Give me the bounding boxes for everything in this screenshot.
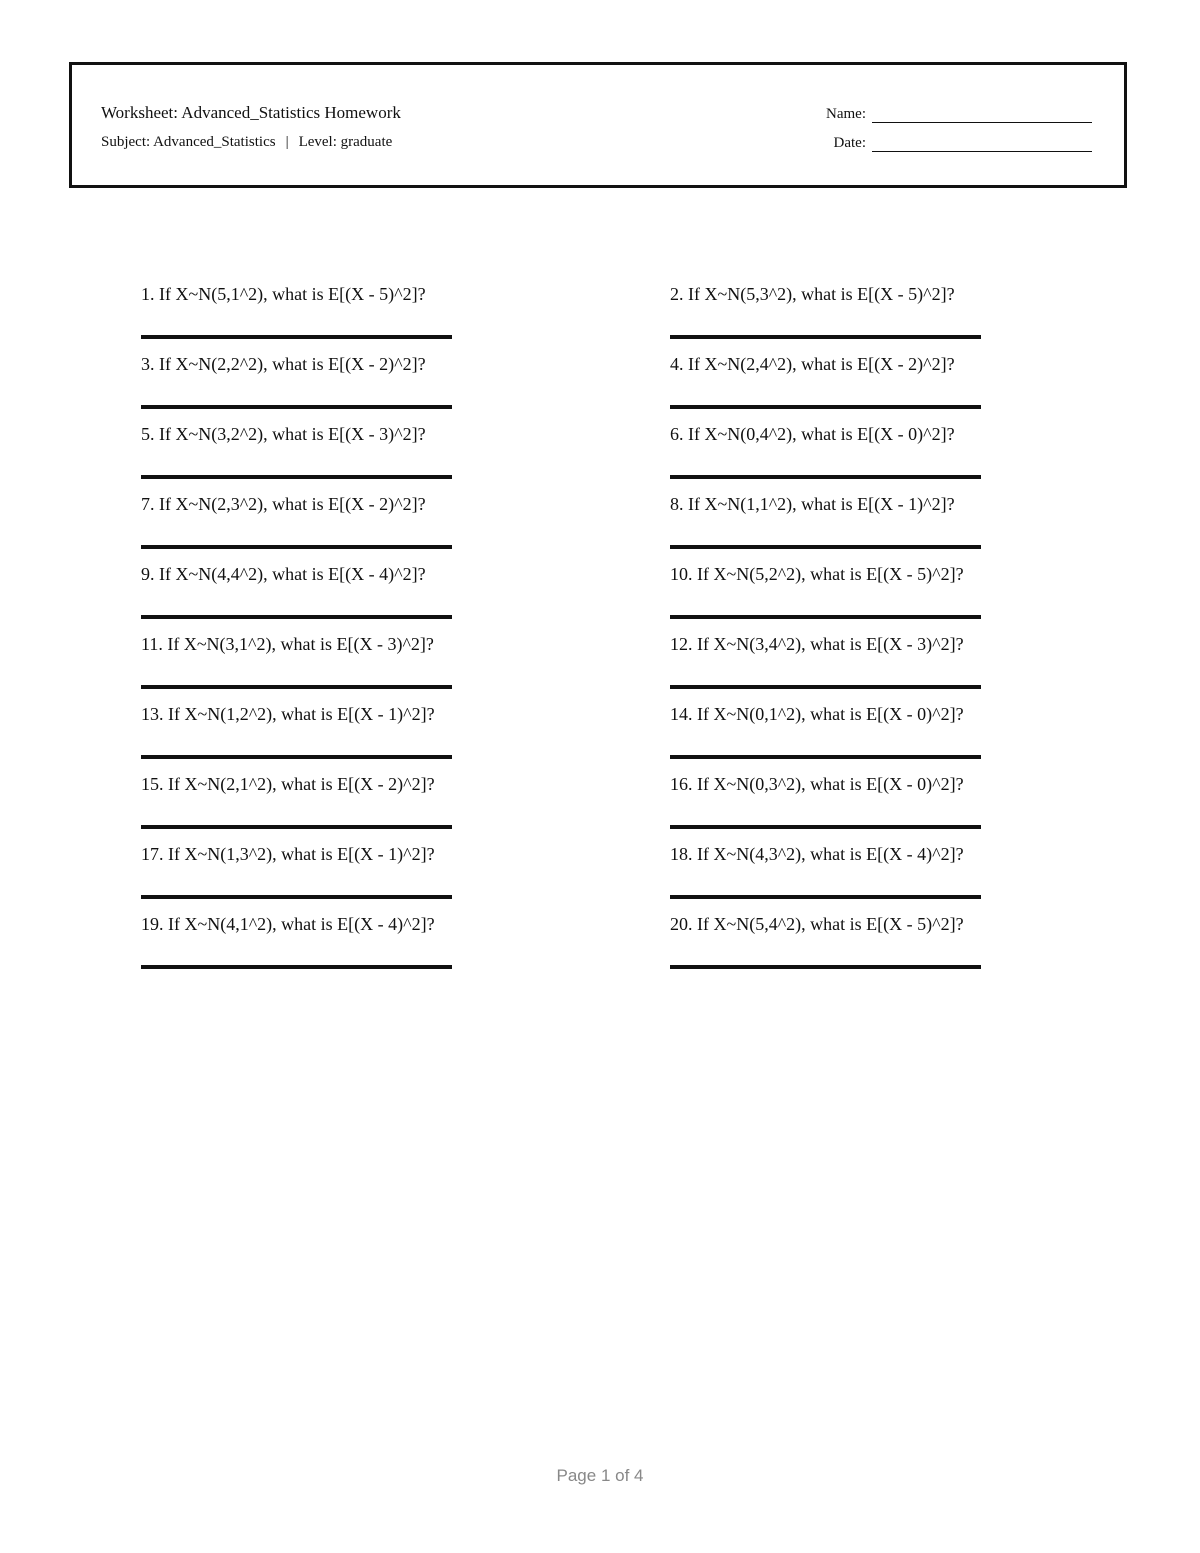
question-text: 20. If X~N(5,4^2), what is E[(X - 5)^2]?	[670, 914, 964, 934]
answer-line[interactable]	[141, 615, 452, 619]
question-item	[670, 774, 1041, 844]
answer-line[interactable]	[670, 335, 981, 339]
question-text: 2. If X~N(5,3^2), what is E[(X - 5)^2]?	[670, 284, 955, 304]
worksheet-title: Worksheet: Advanced_Statistics Homework	[101, 103, 401, 122]
name-label: Name:	[826, 106, 866, 122]
question-item	[670, 354, 1041, 424]
question-text: 7. If X~N(2,3^2), what is E[(X - 2)^2]?	[141, 494, 426, 514]
answer-line[interactable]	[670, 475, 981, 479]
answer-line[interactable]	[670, 405, 981, 409]
question-item	[141, 844, 670, 914]
question-item	[670, 284, 1041, 354]
question-text: 13. If X~N(1,2^2), what is E[(X - 1)^2]?	[141, 704, 435, 724]
level-label: Level: graduate	[298, 134, 393, 150]
question-text: 1. If X~N(5,1^2), what is E[(X - 5)^2]?	[141, 284, 426, 304]
answer-line[interactable]	[141, 825, 452, 829]
question-text: 3. If X~N(2,2^2), what is E[(X - 2)^2]?	[141, 354, 426, 374]
date-label: Date:	[833, 135, 866, 151]
name-blank[interactable]	[872, 108, 1092, 123]
question-item	[670, 494, 1041, 564]
date-field	[834, 135, 1092, 152]
subject-label: Subject: Advanced_Statistics	[101, 134, 276, 150]
question-text: 11. If X~N(3,1^2), what is E[(X - 3)^2]?	[141, 634, 434, 654]
question-item	[141, 914, 670, 984]
question-text: 17. If X~N(1,3^2), what is E[(X - 1)^2]?	[141, 844, 435, 864]
question-text: 4. If X~N(2,4^2), what is E[(X - 2)^2]?	[670, 354, 955, 374]
question-text: 15. If X~N(2,1^2), what is E[(X - 2)^2]?	[141, 774, 435, 794]
question-item	[670, 564, 1041, 634]
meta-separator: |	[285, 134, 289, 150]
question-item	[670, 634, 1041, 704]
question-text: 12. If X~N(3,4^2), what is E[(X - 3)^2]?	[670, 634, 964, 654]
question-item	[670, 704, 1041, 774]
question-text: 10. If X~N(5,2^2), what is E[(X - 5)^2]?	[670, 564, 964, 584]
question-text: 5. If X~N(3,2^2), what is E[(X - 3)^2]?	[141, 424, 426, 444]
answer-line[interactable]	[141, 545, 452, 549]
answer-line[interactable]	[670, 965, 981, 969]
answer-line[interactable]	[670, 685, 981, 689]
date-blank[interactable]	[872, 137, 1092, 152]
question-item	[141, 774, 670, 844]
answer-line[interactable]	[670, 825, 981, 829]
question-text: 18. If X~N(4,3^2), what is E[(X - 4)^2]?	[670, 844, 964, 864]
question-item	[141, 494, 670, 564]
question-item	[141, 704, 670, 774]
question-text: 9. If X~N(4,4^2), what is E[(X - 4)^2]?	[141, 564, 426, 584]
worksheet-header	[69, 62, 1127, 188]
answer-line[interactable]	[670, 615, 981, 619]
question-text: 16. If X~N(0,3^2), what is E[(X - 0)^2]?	[670, 774, 964, 794]
worksheet-meta	[101, 134, 392, 151]
answer-line[interactable]	[141, 405, 452, 409]
answer-line[interactable]	[141, 965, 452, 969]
answer-line[interactable]	[141, 475, 452, 479]
answer-line[interactable]	[670, 895, 981, 899]
question-text: 8. If X~N(1,1^2), what is E[(X - 1)^2]?	[670, 494, 955, 514]
name-field	[826, 106, 1092, 123]
question-item	[670, 424, 1041, 494]
question-text: 14. If X~N(0,1^2), what is E[(X - 0)^2]?	[670, 704, 964, 724]
question-item	[141, 284, 670, 354]
question-item	[670, 844, 1041, 914]
answer-line[interactable]	[141, 335, 452, 339]
answer-line[interactable]	[670, 545, 981, 549]
question-grid	[141, 284, 1041, 984]
answer-line[interactable]	[141, 685, 452, 689]
question-item	[141, 424, 670, 494]
question-item	[670, 914, 1041, 984]
question-text: 19. If X~N(4,1^2), what is E[(X - 4)^2]?	[141, 914, 435, 934]
question-item	[141, 634, 670, 704]
answer-line[interactable]	[141, 895, 452, 899]
page-number: Page 1 of 4	[556, 1466, 644, 1485]
question-text: 6. If X~N(0,4^2), what is E[(X - 0)^2]?	[670, 424, 955, 444]
answer-line[interactable]	[670, 755, 981, 759]
question-item	[141, 564, 670, 634]
answer-line[interactable]	[141, 755, 452, 759]
question-item	[141, 354, 670, 424]
